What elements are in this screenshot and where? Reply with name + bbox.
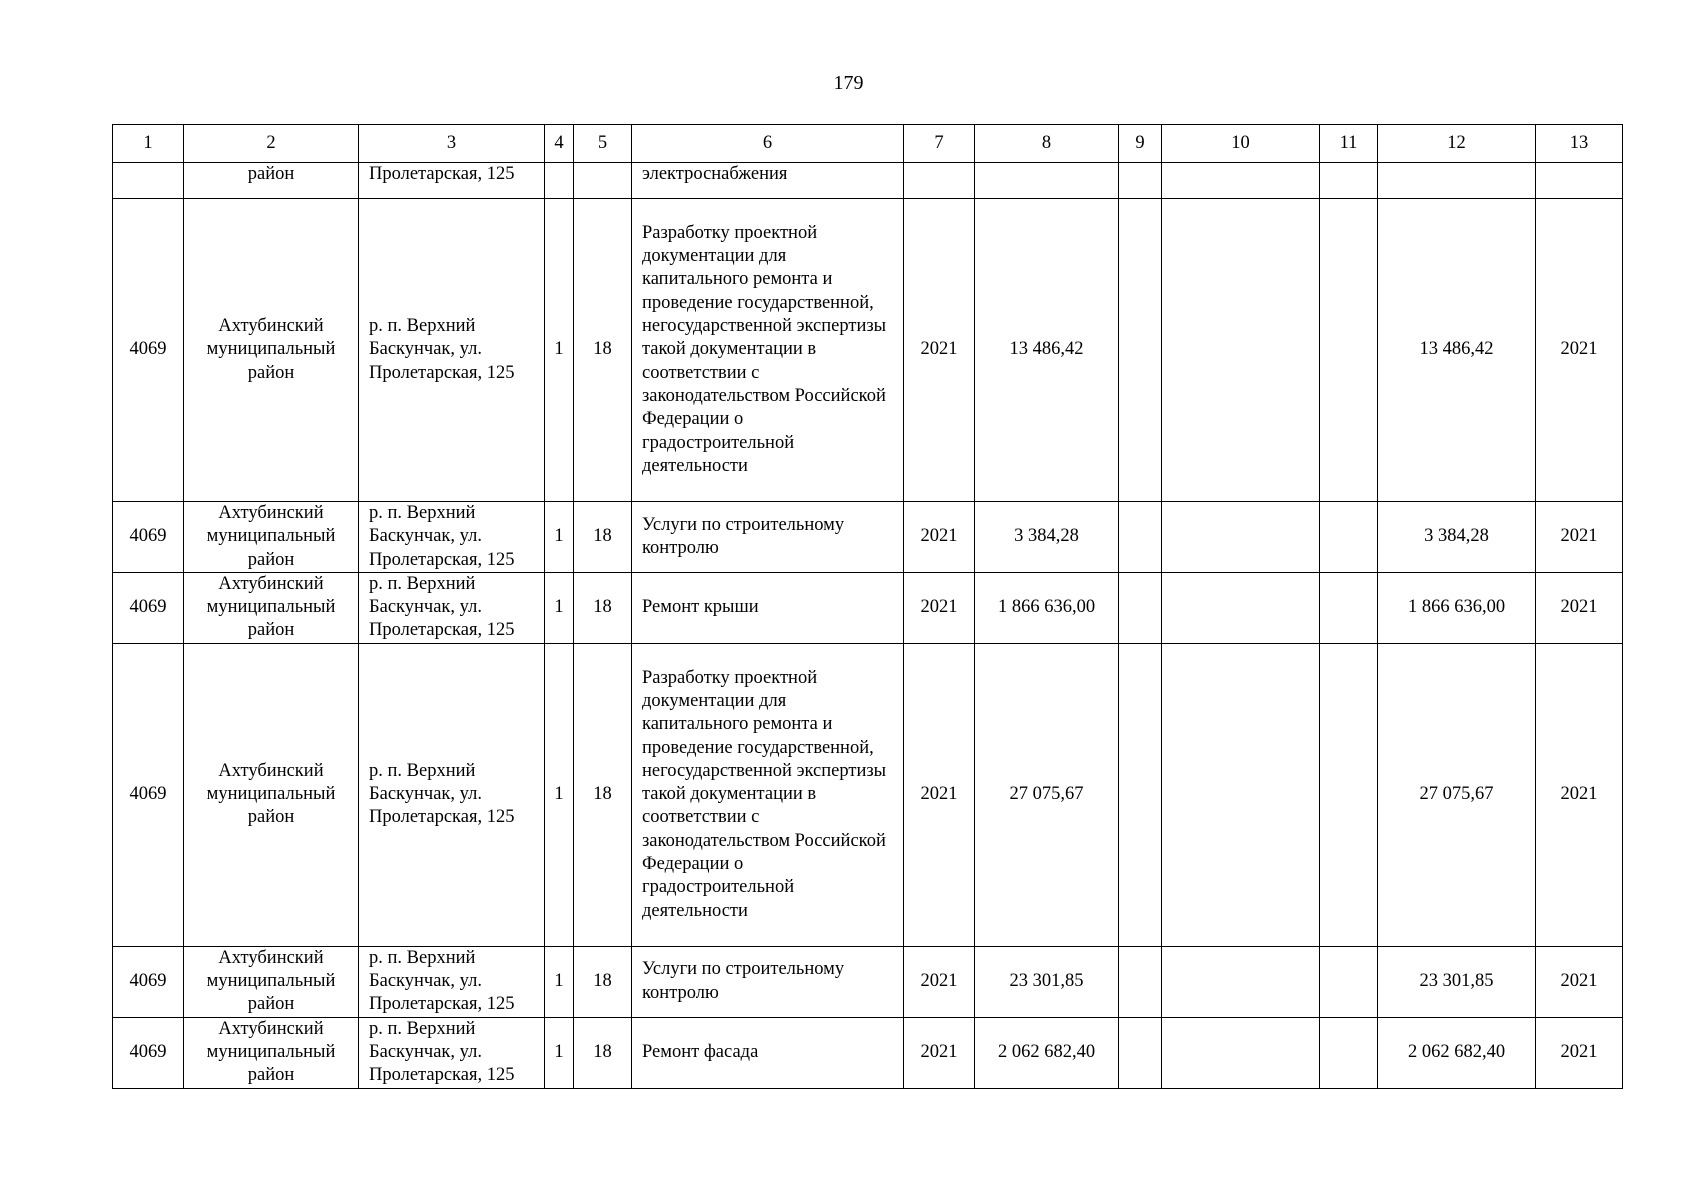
cell-year: 2021 (904, 643, 975, 946)
cell-district: Ахтубинский муниципальный район (184, 502, 359, 573)
cell-col11 (1320, 502, 1378, 573)
cell-year: 2021 (904, 199, 975, 502)
cell-cost-fund: 1 866 636,00 (1378, 572, 1536, 643)
continuation-row (113, 163, 1623, 199)
cell-col11 (1320, 1017, 1378, 1088)
cell-district: район (184, 163, 359, 199)
column-header: 12 (1378, 125, 1536, 163)
cell-cost-fund: 13 486,42 (1378, 199, 1536, 502)
cell-address: р. п. Верхний Баскунчак, ул. Пролетарская, 125 (359, 1017, 545, 1088)
column-header: 10 (1162, 125, 1320, 163)
cell-col10 (1162, 946, 1320, 1017)
cell-completion-year: 2021 (1536, 572, 1623, 643)
cell-completion-year: 2021 (1536, 199, 1623, 502)
cell-empty (574, 163, 632, 199)
column-header: 3 (359, 125, 545, 163)
cell-col5: 18 (574, 502, 632, 573)
table-row (113, 572, 1623, 643)
table-row (113, 946, 1623, 1017)
cell-col9 (1119, 643, 1162, 946)
cell-district: Ахтубинский муниципальный район (184, 572, 359, 643)
cell-col9 (1119, 572, 1162, 643)
cell-work-type: Разработку проектной документации для капитального ремонта и проведение государственной, негосударственной экспертизы такой документации в соответствии с законодательством Российской Федерации о градостроительной деятельности (632, 199, 904, 502)
cell-number: 4069 (113, 199, 184, 502)
cell-work-type: Услуги по строительному контролю (632, 946, 904, 1017)
cell-cost-total: 27 075,67 (975, 643, 1119, 946)
cell-work-type: Услуги по строительному контролю (632, 502, 904, 573)
page-number: 179 (833, 72, 864, 94)
column-number-row (113, 125, 1623, 163)
column-header: 9 (1119, 125, 1162, 163)
column-header: 6 (632, 125, 904, 163)
cell-cost-total: 2 062 682,40 (975, 1017, 1119, 1088)
work-schedule-table (112, 124, 1623, 1089)
column-header: 2 (184, 125, 359, 163)
cell-number: 4069 (113, 946, 184, 1017)
cell-year: 2021 (904, 1017, 975, 1088)
cell-work-type: Разработку проектной документации для капитального ремонта и проведение государственной, негосударственной экспертизы такой документации в соответствии с законодательством Российской Федерации о градостроительной деятельности (632, 643, 904, 946)
cell-col9 (1119, 1017, 1162, 1088)
cell-number: 4069 (113, 502, 184, 573)
table-body (113, 125, 1623, 1089)
cell-district: Ахтубинский муниципальный район (184, 1017, 359, 1088)
cell-cost-total: 23 301,85 (975, 946, 1119, 1017)
cell-cost-fund: 27 075,67 (1378, 643, 1536, 946)
cell-col9 (1119, 946, 1162, 1017)
cell-cost-fund: 2 062 682,40 (1378, 1017, 1536, 1088)
cell-empty (1536, 163, 1623, 199)
cell-col10 (1162, 643, 1320, 946)
cell-work-type: Ремонт крыши (632, 572, 904, 643)
cell-empty (1378, 163, 1536, 199)
cell-empty (975, 163, 1119, 199)
cell-completion-year: 2021 (1536, 946, 1623, 1017)
cell-col5: 18 (574, 946, 632, 1017)
cell-col10 (1162, 199, 1320, 502)
cell-col4: 1 (545, 643, 574, 946)
cell-col10 (1162, 502, 1320, 573)
cell-empty (1119, 163, 1162, 199)
cell-col9 (1119, 199, 1162, 502)
cell-col4: 1 (545, 572, 574, 643)
cell-address: р. п. Верхний Баскунчак, ул. Пролетарская, 125 (359, 946, 545, 1017)
column-header: 7 (904, 125, 975, 163)
cell-cost-total: 13 486,42 (975, 199, 1119, 502)
cell-col11 (1320, 946, 1378, 1017)
cell-empty (545, 163, 574, 199)
cell-col9 (1119, 502, 1162, 573)
column-header: 5 (574, 125, 632, 163)
column-header: 11 (1320, 125, 1378, 163)
cell-cost-fund: 23 301,85 (1378, 946, 1536, 1017)
cell-col5: 18 (574, 199, 632, 502)
cell-col11 (1320, 643, 1378, 946)
cell-district: Ахтубинский муниципальный район (184, 199, 359, 502)
column-header: 1 (113, 125, 184, 163)
cell-year: 2021 (904, 946, 975, 1017)
table-row (113, 643, 1623, 946)
cell-cost-total: 3 384,28 (975, 502, 1119, 573)
cell-empty (113, 163, 184, 199)
cell-col4: 1 (545, 1017, 574, 1088)
cell-completion-year: 2021 (1536, 502, 1623, 573)
cell-number: 4069 (113, 572, 184, 643)
cell-col4: 1 (545, 199, 574, 502)
cell-completion-year: 2021 (1536, 643, 1623, 946)
cell-work-type: электроснабжения (632, 163, 904, 199)
column-header: 8 (975, 125, 1119, 163)
cell-year: 2021 (904, 572, 975, 643)
column-header: 13 (1536, 125, 1623, 163)
cell-number: 4069 (113, 643, 184, 946)
cell-work-type: Ремонт фасада (632, 1017, 904, 1088)
cell-empty (904, 163, 975, 199)
cell-address: Пролетарская, 125 (359, 163, 545, 199)
cell-col10 (1162, 1017, 1320, 1088)
cell-col10 (1162, 572, 1320, 643)
column-header: 4 (545, 125, 574, 163)
cell-col5: 18 (574, 572, 632, 643)
cell-address: р. п. Верхний Баскунчак, ул. Пролетарская, 125 (359, 199, 545, 502)
table-row (113, 199, 1623, 502)
cell-empty (1162, 163, 1320, 199)
cell-col4: 1 (545, 502, 574, 573)
cell-col5: 18 (574, 1017, 632, 1088)
cell-district: Ахтубинский муниципальный район (184, 946, 359, 1017)
cell-cost-total: 1 866 636,00 (975, 572, 1119, 643)
cell-address: р. п. Верхний Баскунчак, ул. Пролетарская, 125 (359, 572, 545, 643)
cell-col11 (1320, 572, 1378, 643)
cell-col11 (1320, 199, 1378, 502)
cell-cost-fund: 3 384,28 (1378, 502, 1536, 573)
cell-district: Ахтубинский муниципальный район (184, 643, 359, 946)
cell-col4: 1 (545, 946, 574, 1017)
cell-address: р. п. Верхний Баскунчак, ул. Пролетарская, 125 (359, 643, 545, 946)
table-row (113, 1017, 1623, 1088)
cell-empty (1320, 163, 1378, 199)
cell-completion-year: 2021 (1536, 1017, 1623, 1088)
cell-year: 2021 (904, 502, 975, 573)
cell-address: р. п. Верхний Баскунчак, ул. Пролетарская, 125 (359, 502, 545, 573)
cell-col5: 18 (574, 643, 632, 946)
cell-number: 4069 (113, 1017, 184, 1088)
table-row (113, 502, 1623, 573)
